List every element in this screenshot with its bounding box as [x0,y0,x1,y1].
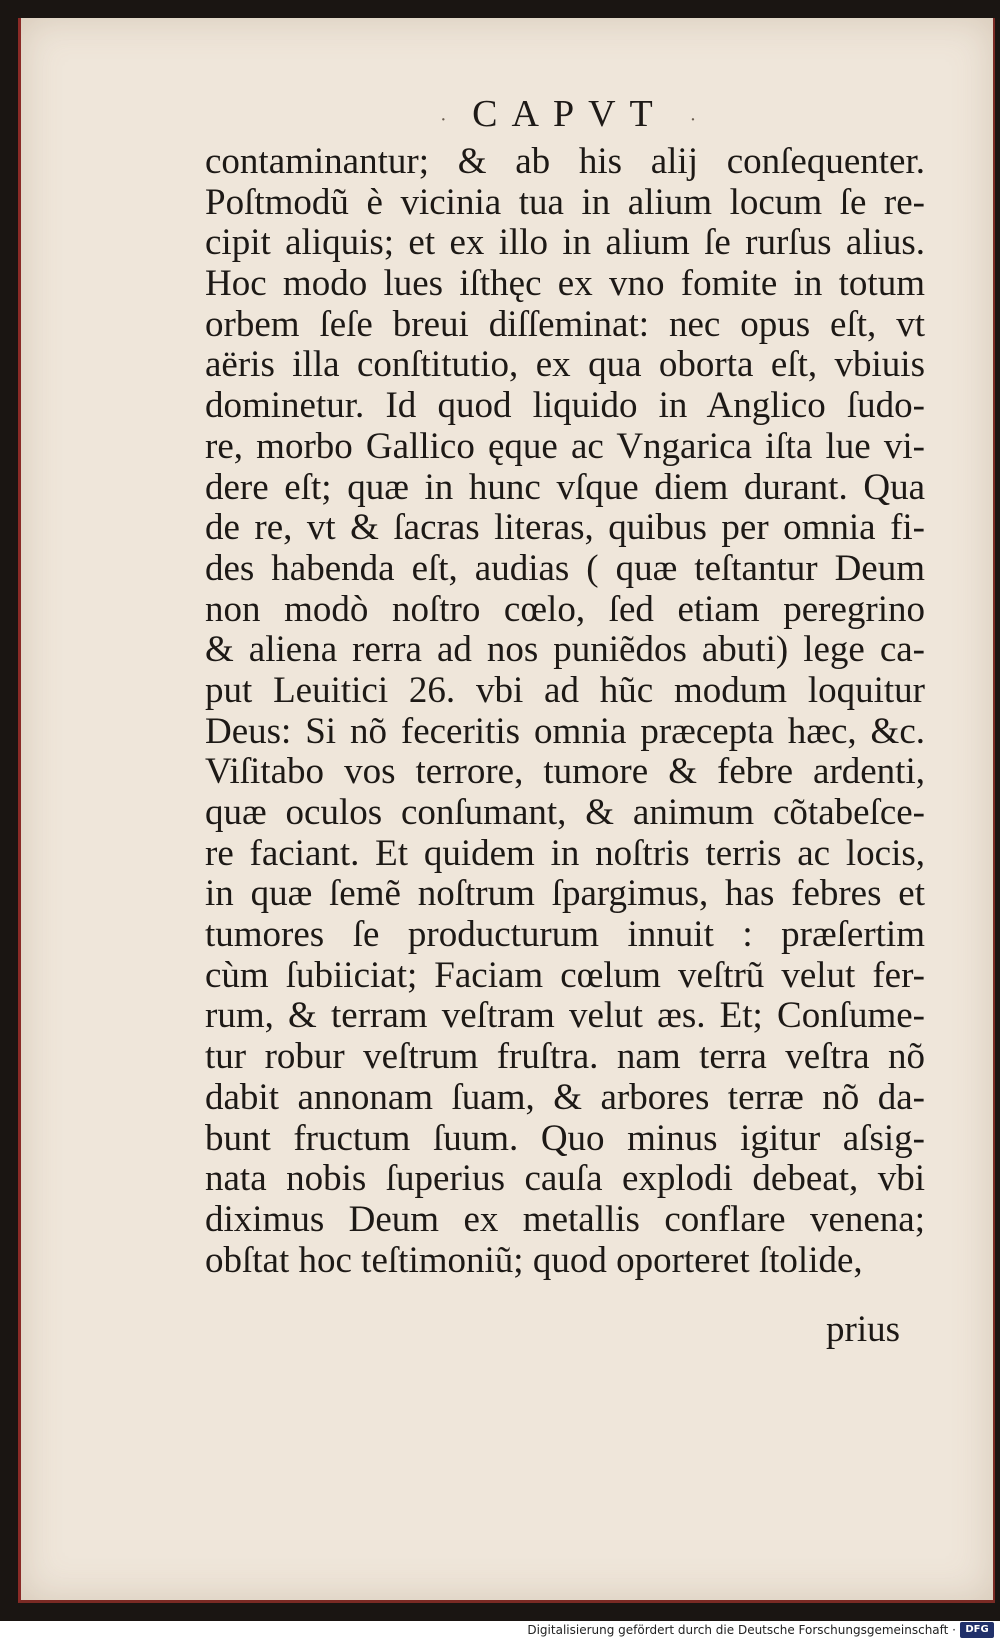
text-line: orbem ſeſe breui diſſeminat: nec opus eſt, vt [205,303,925,345]
text-line: re faciant. Et quidem in noſtris terris ac locis, [205,832,925,874]
text-line: diximus Deum ex metallis conflare venena; [205,1198,925,1240]
footer-credit: Digitalisierung gefördert durch die Deutsche Forschungsgemeinschaft · [527,1623,956,1637]
text-line: tumores ſe producturum innuit : præſertim [205,914,925,956]
text-line: nata nobis ſuperius cauſa explodi debeat, vbi [205,1158,925,1200]
text-line: Viſitabo vos terrore, tumore & febre ardenti, [205,751,925,793]
dfg-logo: DFG [960,1622,994,1638]
text-line: rum, & terram veſtram velut æs. Et; Conſume- [205,995,925,1037]
text-line: & aliena rerra ad nos puniẽdos abuti) lege ca- [205,629,925,671]
text-line: quæ oculos conſumant, & animum cõtabeſce- [205,792,925,833]
text-line: non modò noſtro cœlo, ſed etiam peregrino [205,588,925,630]
text-line: aëris illa conſtitutio, ex qua oborta eſt, vbiuis [205,344,925,386]
text-line: re, morbo Gallico ęque ac Vngarica iſta lue vi- [205,425,925,467]
text-block [205,142,925,1281]
catchword: prius [826,1309,900,1350]
text-line: in quæ ſemẽ noſtrum ſpargimus, has febres et [205,873,925,915]
text-line: put Leuitici 26. vbi ad hũc modum loquitur [205,669,925,711]
text-line: Deus: Si nõ feceritis omnia præcepta hæc, &c. [205,710,925,752]
page-title: CAPVT [472,93,667,135]
text-line: cipit aliquis; et ex illo in alium ſe rurſus alius. [205,222,925,264]
text-line: bunt fructum ſuum. Quo minus igitur aſsig- [205,1117,925,1159]
text-line: cùm ſubiiciat; Faciam cœlum veſtrũ velut fer- [205,954,925,996]
ornament-left: · [440,109,449,131]
text-line: Poſtmodũ è vicinia tua in alium locum ſe re- [205,181,925,223]
text-line: tur robur veſtrum fruſtra. nam terra veſtra nõ [205,1036,925,1078]
running-head [440,92,760,136]
text-line: des habenda eſt, audias ( quæ teſtantur Deum [205,547,925,589]
text-line: contaminantur; & ab his alij conſequenter. [205,141,925,182]
text-line: dominetur. Id quod liquido in Anglico ſudo- [205,385,925,427]
ornament-right: · [689,109,699,131]
text-line: dere eſt; quæ in hunc vſque diem durant. Qua [205,466,925,508]
text-line: dabit annonam ſuam, & arbores terræ nõ da- [205,1076,925,1118]
text-line: obſtat hoc teſtimoniũ; quod oporteret ſtolide, [205,1239,863,1281]
footer-bar [0,1621,1000,1641]
text-line: Hoc modo lues iſthęc ex vno fomite in totum [205,263,925,305]
text-line: de re, vt & ſacras literas, quibus per omnia fi- [205,507,925,549]
